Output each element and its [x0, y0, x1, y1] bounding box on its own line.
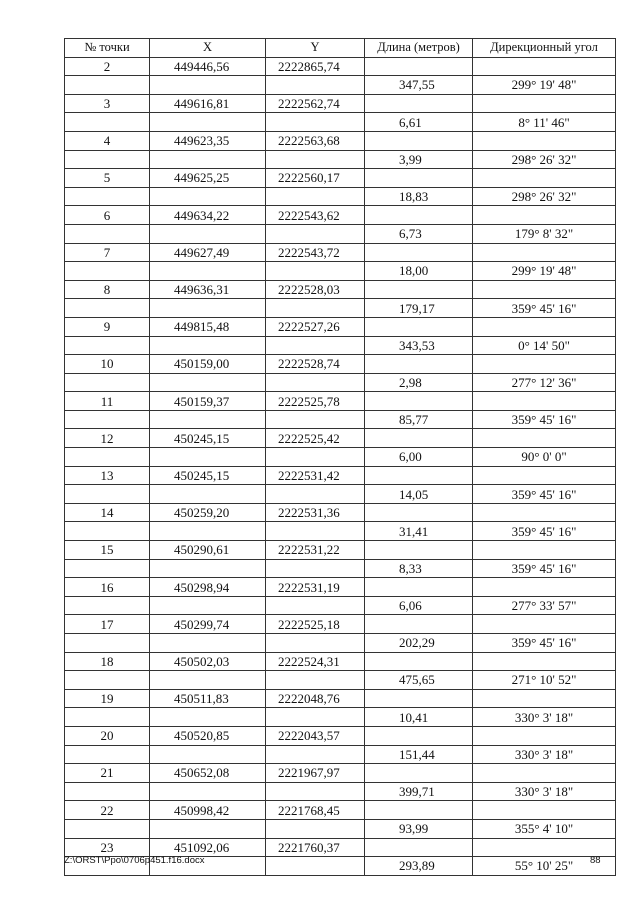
x-cell: 450259,20	[150, 503, 266, 522]
empty-cell	[473, 392, 616, 411]
empty-cell	[473, 764, 616, 783]
length-cell: 18,83	[365, 187, 473, 206]
empty-cell	[365, 726, 473, 745]
y-cell: 2222563,68	[266, 131, 365, 150]
y-cell: 2222531,42	[266, 466, 365, 485]
length-cell: 14,05	[365, 485, 473, 504]
empty-cell	[473, 206, 616, 225]
empty-cell	[65, 299, 150, 318]
x-cell: 449815,48	[150, 317, 266, 336]
empty-cell	[150, 262, 266, 281]
empty-cell	[150, 150, 266, 169]
empty-cell	[365, 689, 473, 708]
empty-cell	[266, 299, 365, 318]
y-cell: 2222543,72	[266, 243, 365, 262]
y-cell: 2222528,03	[266, 280, 365, 299]
footer-file-path: Z:\ORST\Ppo\0706p451.f16.docx	[64, 855, 205, 866]
empty-cell	[365, 169, 473, 188]
table-row-segment	[65, 782, 616, 801]
x-cell: 450998,42	[150, 801, 266, 820]
empty-cell	[473, 503, 616, 522]
table-row-point	[65, 392, 616, 411]
length-cell: 179,17	[365, 299, 473, 318]
table-row-point	[65, 243, 616, 262]
empty-cell	[365, 838, 473, 857]
angle-cell: 299° 19' 48"	[473, 262, 616, 281]
empty-cell	[473, 726, 616, 745]
header-y: Y	[266, 39, 365, 58]
empty-cell	[150, 448, 266, 467]
table-row-point	[65, 466, 616, 485]
empty-cell	[266, 336, 365, 355]
angle-cell: 179° 8' 32"	[473, 224, 616, 243]
empty-cell	[150, 522, 266, 541]
empty-cell	[266, 262, 365, 281]
length-cell: 31,41	[365, 522, 473, 541]
table-row-segment	[65, 596, 616, 615]
x-cell: 450511,83	[150, 689, 266, 708]
table-row-segment	[65, 76, 616, 95]
x-cell: 450159,00	[150, 355, 266, 374]
x-cell: 450245,15	[150, 429, 266, 448]
y-cell: 2221967,97	[266, 764, 365, 783]
table-row-segment	[65, 224, 616, 243]
empty-cell	[150, 224, 266, 243]
empty-cell	[150, 559, 266, 578]
table-row-segment	[65, 745, 616, 764]
y-cell: 2222525,18	[266, 615, 365, 634]
header-direction-angle: Дирекционный угол	[473, 39, 616, 58]
empty-cell	[65, 187, 150, 206]
empty-cell	[150, 819, 266, 838]
empty-cell	[473, 57, 616, 76]
point-number-cell: 14	[65, 503, 150, 522]
point-number-cell: 3	[65, 94, 150, 113]
table-row-segment	[65, 150, 616, 169]
angle-cell: 330° 3' 18"	[473, 782, 616, 801]
x-cell: 449446,56	[150, 57, 266, 76]
empty-cell	[65, 708, 150, 727]
table-row-point	[65, 578, 616, 597]
angle-cell: 8° 11' 46"	[473, 113, 616, 132]
point-number-cell: 4	[65, 131, 150, 150]
empty-cell	[266, 671, 365, 690]
x-cell: 450245,15	[150, 466, 266, 485]
empty-cell	[266, 634, 365, 653]
empty-cell	[473, 94, 616, 113]
empty-cell	[365, 764, 473, 783]
empty-cell	[473, 317, 616, 336]
table-row-point	[65, 652, 616, 671]
point-number-cell: 2	[65, 57, 150, 76]
header-length: Длина (метров)	[365, 39, 473, 58]
angle-cell: 355° 4' 10"	[473, 819, 616, 838]
empty-cell	[473, 578, 616, 597]
y-cell: 2221768,45	[266, 801, 365, 820]
point-number-cell: 18	[65, 652, 150, 671]
empty-cell	[365, 94, 473, 113]
empty-cell	[266, 559, 365, 578]
table-row-segment	[65, 559, 616, 578]
angle-cell: 359° 45' 16"	[473, 299, 616, 318]
table-row-segment	[65, 336, 616, 355]
x-cell: 450652,08	[150, 764, 266, 783]
point-number-cell: 8	[65, 280, 150, 299]
empty-cell	[65, 410, 150, 429]
length-cell: 3,99	[365, 150, 473, 169]
empty-cell	[473, 280, 616, 299]
empty-cell	[473, 466, 616, 485]
y-cell: 2222865,74	[266, 57, 365, 76]
empty-cell	[266, 76, 365, 95]
table-row-point	[65, 131, 616, 150]
empty-cell	[150, 187, 266, 206]
length-cell: 85,77	[365, 410, 473, 429]
empty-cell	[150, 671, 266, 690]
empty-cell	[65, 745, 150, 764]
empty-cell	[150, 299, 266, 318]
table-row-point	[65, 206, 616, 225]
empty-cell	[266, 745, 365, 764]
empty-cell	[65, 336, 150, 355]
point-number-cell: 21	[65, 764, 150, 783]
empty-cell	[365, 578, 473, 597]
empty-cell	[65, 634, 150, 653]
empty-cell	[65, 596, 150, 615]
angle-cell: 298° 26' 32"	[473, 150, 616, 169]
length-cell: 6,73	[365, 224, 473, 243]
empty-cell	[473, 355, 616, 374]
y-cell: 2222528,74	[266, 355, 365, 374]
empty-cell	[65, 559, 150, 578]
empty-cell	[266, 596, 365, 615]
angle-cell: 0° 14' 50"	[473, 336, 616, 355]
point-number-cell: 13	[65, 466, 150, 485]
angle-cell: 359° 45' 16"	[473, 485, 616, 504]
table-row-segment	[65, 671, 616, 690]
table-row-segment	[65, 708, 616, 727]
table-row-point	[65, 503, 616, 522]
empty-cell	[150, 596, 266, 615]
empty-cell	[365, 280, 473, 299]
table-header-row	[65, 39, 616, 58]
empty-cell	[365, 131, 473, 150]
point-number-cell: 5	[65, 169, 150, 188]
length-cell: 6,06	[365, 596, 473, 615]
angle-cell: 90° 0' 0"	[473, 448, 616, 467]
empty-cell	[150, 782, 266, 801]
empty-cell	[65, 782, 150, 801]
empty-cell	[365, 652, 473, 671]
point-number-cell: 12	[65, 429, 150, 448]
angle-cell: 277° 33' 57"	[473, 596, 616, 615]
y-cell: 2222560,17	[266, 169, 365, 188]
y-cell: 2222531,19	[266, 578, 365, 597]
table-row-segment	[65, 522, 616, 541]
y-cell: 2222043,57	[266, 726, 365, 745]
empty-cell	[266, 373, 365, 392]
empty-cell	[65, 522, 150, 541]
empty-cell	[65, 448, 150, 467]
coordinates-table	[64, 38, 616, 876]
point-number-cell: 15	[65, 541, 150, 560]
empty-cell	[266, 150, 365, 169]
angle-cell: 299° 19' 48"	[473, 76, 616, 95]
angle-cell: 359° 45' 16"	[473, 522, 616, 541]
empty-cell	[65, 76, 150, 95]
point-number-cell: 6	[65, 206, 150, 225]
angle-cell: 277° 12' 36"	[473, 373, 616, 392]
y-cell: 2222531,36	[266, 503, 365, 522]
table-row-point	[65, 169, 616, 188]
table-row-point	[65, 838, 616, 857]
point-number-cell: 11	[65, 392, 150, 411]
x-cell: 450502,03	[150, 652, 266, 671]
table-row-segment	[65, 448, 616, 467]
empty-cell	[266, 708, 365, 727]
point-number-cell: 9	[65, 317, 150, 336]
length-cell: 151,44	[365, 745, 473, 764]
y-cell: 2222543,62	[266, 206, 365, 225]
length-cell: 399,71	[365, 782, 473, 801]
header-x: X	[150, 39, 266, 58]
table-row-point	[65, 355, 616, 374]
empty-cell	[65, 150, 150, 169]
header-point-number: № точки	[65, 39, 150, 58]
angle-cell: 359° 45' 16"	[473, 559, 616, 578]
empty-cell	[266, 485, 365, 504]
table-row-segment	[65, 485, 616, 504]
angle-cell: 330° 3' 18"	[473, 708, 616, 727]
empty-cell	[150, 485, 266, 504]
length-cell: 6,61	[365, 113, 473, 132]
length-cell: 347,55	[365, 76, 473, 95]
empty-cell	[266, 857, 365, 876]
empty-cell	[473, 652, 616, 671]
empty-cell	[150, 336, 266, 355]
empty-cell	[365, 615, 473, 634]
table-row-point	[65, 541, 616, 560]
table-row-point	[65, 764, 616, 783]
footer-page-number: 88	[590, 855, 601, 866]
point-number-cell: 22	[65, 801, 150, 820]
table-row-point	[65, 615, 616, 634]
y-cell: 2222525,78	[266, 392, 365, 411]
table-row-segment	[65, 262, 616, 281]
empty-cell	[365, 355, 473, 374]
empty-cell	[473, 838, 616, 857]
empty-cell	[266, 224, 365, 243]
empty-cell	[473, 429, 616, 448]
y-cell: 2222527,26	[266, 317, 365, 336]
table-row-point	[65, 94, 616, 113]
table-row-point	[65, 317, 616, 336]
length-cell: 343,53	[365, 336, 473, 355]
empty-cell	[65, 224, 150, 243]
empty-cell	[65, 819, 150, 838]
empty-cell	[365, 801, 473, 820]
empty-cell	[150, 410, 266, 429]
point-number-cell: 10	[65, 355, 150, 374]
empty-cell	[266, 819, 365, 838]
empty-cell	[473, 541, 616, 560]
length-cell: 93,99	[365, 819, 473, 838]
empty-cell	[150, 113, 266, 132]
point-number-cell: 19	[65, 689, 150, 708]
empty-cell	[365, 392, 473, 411]
x-cell: 450298,94	[150, 578, 266, 597]
point-number-cell: 20	[65, 726, 150, 745]
empty-cell	[150, 373, 266, 392]
table-row-point	[65, 801, 616, 820]
y-cell: 2221760,37	[266, 838, 365, 857]
empty-cell	[65, 485, 150, 504]
x-cell: 449623,35	[150, 131, 266, 150]
y-cell: 2222525,42	[266, 429, 365, 448]
empty-cell	[365, 317, 473, 336]
table-row-segment	[65, 634, 616, 653]
length-cell: 475,65	[365, 671, 473, 690]
table-row-segment	[65, 299, 616, 318]
table-row-segment	[65, 819, 616, 838]
y-cell: 2222524,31	[266, 652, 365, 671]
empty-cell	[365, 429, 473, 448]
empty-cell	[266, 782, 365, 801]
point-number-cell: 7	[65, 243, 150, 262]
table-row-point	[65, 57, 616, 76]
x-cell: 450520,85	[150, 726, 266, 745]
empty-cell	[473, 689, 616, 708]
empty-cell	[150, 76, 266, 95]
table-row-point	[65, 280, 616, 299]
length-cell: 10,41	[365, 708, 473, 727]
empty-cell	[65, 373, 150, 392]
empty-cell	[65, 671, 150, 690]
empty-cell	[150, 708, 266, 727]
x-cell: 451092,06	[150, 838, 266, 857]
table-row-point	[65, 726, 616, 745]
angle-cell: 359° 45' 16"	[473, 634, 616, 653]
point-number-cell: 17	[65, 615, 150, 634]
x-cell: 449634,22	[150, 206, 266, 225]
empty-cell	[473, 801, 616, 820]
length-cell: 2,98	[365, 373, 473, 392]
length-cell: 202,29	[365, 634, 473, 653]
empty-cell	[473, 169, 616, 188]
table-row-point	[65, 689, 616, 708]
angle-cell: 298° 26' 32"	[473, 187, 616, 206]
empty-cell	[150, 634, 266, 653]
length-cell: 8,33	[365, 559, 473, 578]
length-cell: 6,00	[365, 448, 473, 467]
table-row-segment	[65, 373, 616, 392]
point-number-cell: 23	[65, 838, 150, 857]
x-cell: 449625,25	[150, 169, 266, 188]
empty-cell	[365, 206, 473, 225]
y-cell: 2222562,74	[266, 94, 365, 113]
y-cell: 2222048,76	[266, 689, 365, 708]
x-cell: 449636,31	[150, 280, 266, 299]
empty-cell	[473, 131, 616, 150]
angle-cell: 330° 3' 18"	[473, 745, 616, 764]
x-cell: 450290,61	[150, 541, 266, 560]
empty-cell	[266, 448, 365, 467]
angle-cell: 271° 10' 52"	[473, 671, 616, 690]
empty-cell	[266, 522, 365, 541]
empty-cell	[473, 243, 616, 262]
x-cell: 449627,49	[150, 243, 266, 262]
empty-cell	[65, 262, 150, 281]
x-cell: 450159,37	[150, 392, 266, 411]
y-cell: 2222531,22	[266, 541, 365, 560]
x-cell: 450299,74	[150, 615, 266, 634]
empty-cell	[266, 410, 365, 429]
table-row-point	[65, 429, 616, 448]
empty-cell	[150, 745, 266, 764]
empty-cell	[365, 466, 473, 485]
table-row-segment	[65, 187, 616, 206]
angle-cell: 55° 10' 25"	[473, 857, 616, 876]
empty-cell	[365, 503, 473, 522]
length-cell: 293,89	[365, 857, 473, 876]
empty-cell	[65, 113, 150, 132]
empty-cell	[365, 57, 473, 76]
empty-cell	[266, 187, 365, 206]
empty-cell	[473, 615, 616, 634]
x-cell: 449616,81	[150, 94, 266, 113]
empty-cell	[365, 541, 473, 560]
table-row-segment	[65, 113, 616, 132]
empty-cell	[365, 243, 473, 262]
length-cell: 18,00	[365, 262, 473, 281]
point-number-cell: 16	[65, 578, 150, 597]
angle-cell: 359° 45' 16"	[473, 410, 616, 429]
table-row-segment	[65, 410, 616, 429]
empty-cell	[266, 113, 365, 132]
